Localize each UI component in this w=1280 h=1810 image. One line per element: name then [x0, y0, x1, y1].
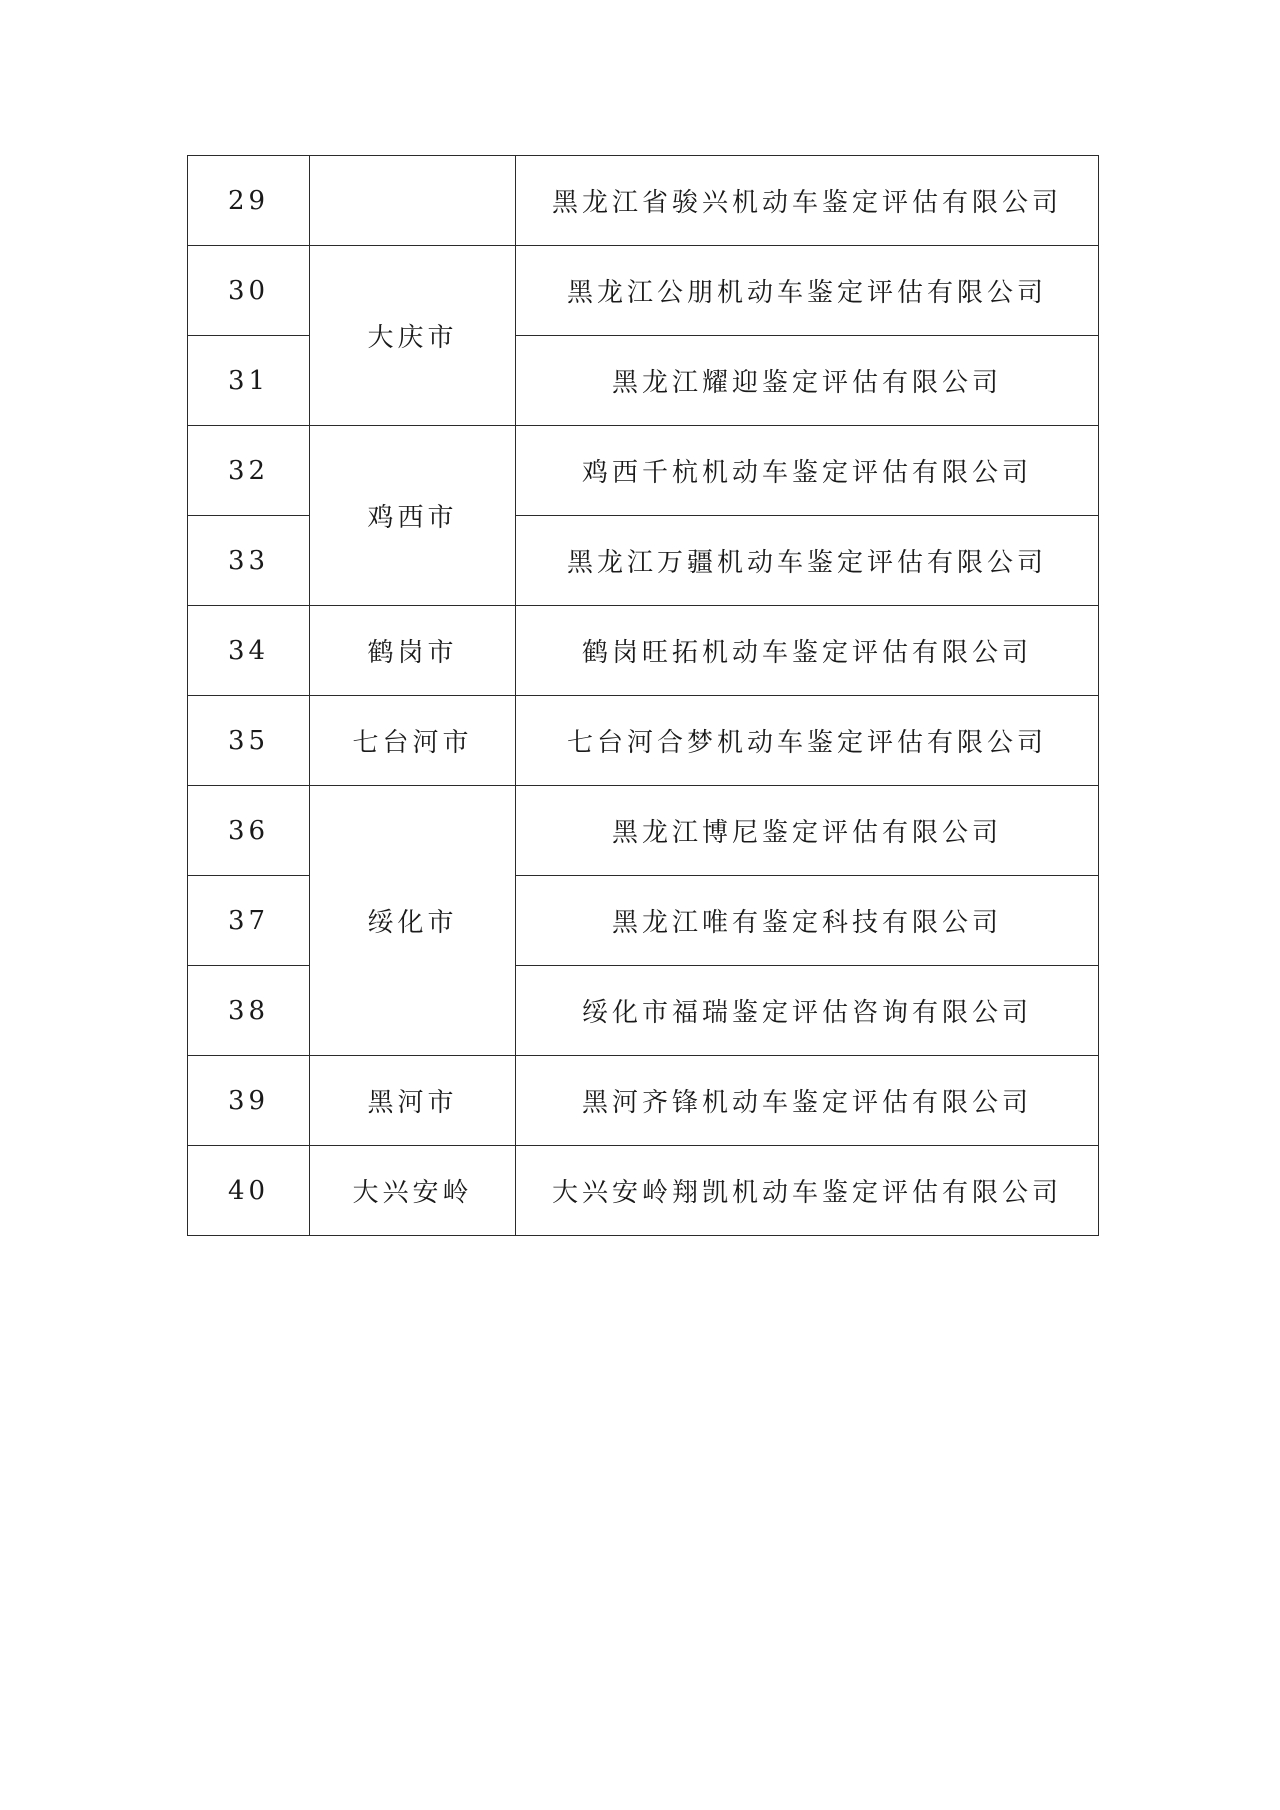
- row-number: 40: [188, 1146, 310, 1236]
- city-cell: 大兴安岭: [310, 1146, 516, 1236]
- company-name: 黑龙江万疆机动车鉴定评估有限公司: [516, 516, 1099, 606]
- company-name: 七台河合梦机动车鉴定评估有限公司: [516, 696, 1099, 786]
- company-name: 鹤岗旺拓机动车鉴定评估有限公司: [516, 606, 1099, 696]
- company-name: 黑龙江公朋机动车鉴定评估有限公司: [516, 246, 1099, 336]
- row-number: 32: [188, 426, 310, 516]
- company-name: 鸡西千杭机动车鉴定评估有限公司: [516, 426, 1099, 516]
- company-name: 黑龙江省骏兴机动车鉴定评估有限公司: [516, 156, 1099, 246]
- row-number: 34: [188, 606, 310, 696]
- company-name: 大兴安岭翔凯机动车鉴定评估有限公司: [516, 1146, 1099, 1236]
- company-name: 绥化市福瑞鉴定评估咨询有限公司: [516, 966, 1099, 1056]
- table-row: [188, 606, 1099, 696]
- row-number: 30: [188, 246, 310, 336]
- row-number: 37: [188, 876, 310, 966]
- row-number: 39: [188, 1056, 310, 1146]
- table-row: [188, 786, 1099, 876]
- table-row: [188, 246, 1099, 336]
- row-number: 31: [188, 336, 310, 426]
- city-cell: 黑河市: [310, 1056, 516, 1146]
- city-cell: 七台河市: [310, 696, 516, 786]
- company-table: [187, 155, 1099, 1236]
- city-cell: [310, 156, 516, 246]
- row-number: 33: [188, 516, 310, 606]
- city-cell: 大庆市: [310, 246, 516, 426]
- company-name: 黑龙江耀迎鉴定评估有限公司: [516, 336, 1099, 426]
- row-number: 38: [188, 966, 310, 1056]
- table-row: [188, 1056, 1099, 1146]
- row-number: 29: [188, 156, 310, 246]
- table-row: [188, 426, 1099, 516]
- city-cell: 绥化市: [310, 786, 516, 1056]
- company-name: 黑龙江博尼鉴定评估有限公司: [516, 786, 1099, 876]
- city-cell: 鹤岗市: [310, 606, 516, 696]
- city-cell: 鸡西市: [310, 426, 516, 606]
- company-name: 黑河齐锋机动车鉴定评估有限公司: [516, 1056, 1099, 1146]
- table-row: [188, 696, 1099, 786]
- table-row: [188, 156, 1099, 246]
- row-number: 35: [188, 696, 310, 786]
- row-number: 36: [188, 786, 310, 876]
- company-name: 黑龙江唯有鉴定科技有限公司: [516, 876, 1099, 966]
- table-row: [188, 1146, 1099, 1236]
